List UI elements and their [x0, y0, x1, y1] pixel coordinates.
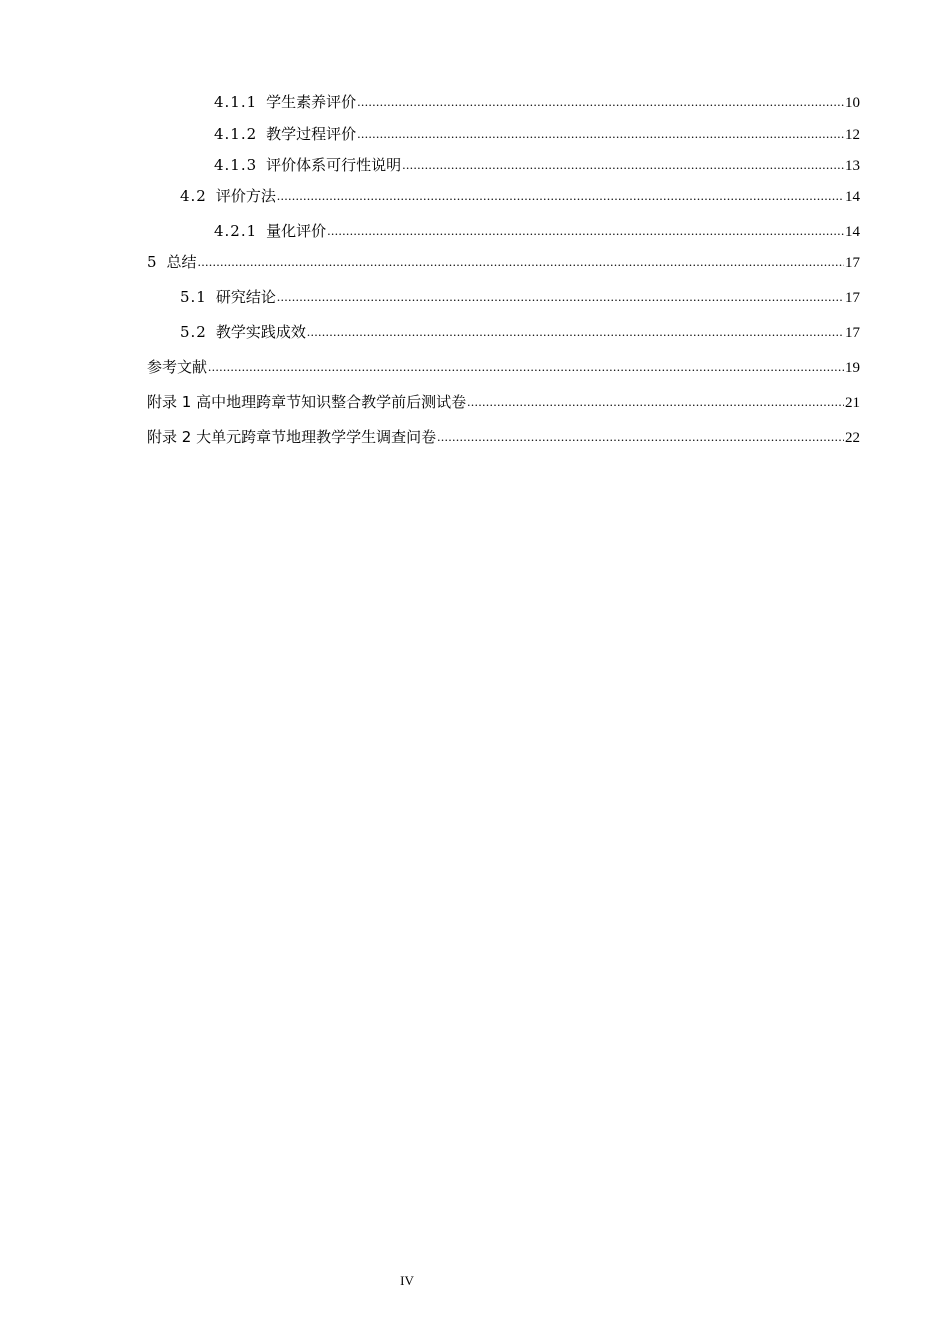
- toc-entry-number: 4.1.2: [214, 125, 258, 143]
- toc-entry-page: 14: [845, 224, 860, 240]
- toc-entry-4-1-2[interactable]: [214, 124, 860, 145]
- toc-dot-leader: [307, 321, 844, 341]
- toc-entry-page: 22: [845, 430, 860, 446]
- toc-dot-leader: [277, 185, 844, 205]
- toc-entry-appendix-2[interactable]: [147, 427, 860, 448]
- page-number-label: IV: [400, 1273, 414, 1288]
- toc-entry-page: 17: [845, 255, 860, 271]
- toc-entry-5-2[interactable]: [180, 322, 860, 343]
- toc-dot-leader: [198, 251, 844, 271]
- toc-dot-leader: [402, 154, 844, 174]
- toc-entry-page: 14: [845, 189, 860, 205]
- toc-entry-4-1-3[interactable]: [214, 155, 860, 176]
- toc-entry-4-1-1[interactable]: [214, 92, 860, 113]
- toc-entry-4-2-1[interactable]: [214, 221, 860, 242]
- toc-entry-title: 研究结论: [215, 288, 276, 306]
- toc-entry-5[interactable]: [147, 252, 860, 273]
- toc-entry-number: 4.1.1: [214, 93, 258, 111]
- toc-entry-number: 5.2: [180, 323, 207, 341]
- toc-entry-number: 4.2: [180, 187, 207, 205]
- toc-dot-leader: [357, 91, 844, 111]
- toc-dot-leader: [327, 220, 844, 240]
- toc-dot-leader: [467, 391, 844, 411]
- toc-entry-4-2[interactable]: [180, 186, 860, 207]
- toc-entry-number: 5.1: [180, 288, 207, 306]
- toc-entry-number: 5: [147, 253, 158, 271]
- toc-entry-title: 教学实践成效: [215, 323, 306, 341]
- toc-entry-title: 附录 2 大单元跨章节地理教学学生调查问卷: [147, 428, 437, 446]
- toc-entry-title: 学生素养评价: [266, 93, 357, 111]
- toc-entry-title: 教学过程评价: [266, 125, 357, 143]
- page-footer: [0, 1273, 950, 1289]
- toc-entry-title: 评价体系可行性说明: [266, 156, 402, 174]
- toc-entry-number: 4.2.1: [214, 222, 258, 240]
- toc-entry-page: 19: [845, 360, 860, 376]
- toc-dot-leader: [208, 356, 844, 376]
- toc-entry-page: 10: [845, 95, 860, 111]
- toc-entry-title: 量化评价: [266, 222, 327, 240]
- toc-entry-page: 17: [845, 325, 860, 341]
- toc-entry-title: 评价方法: [215, 187, 276, 205]
- toc-entry-title: 附录 1 高中地理跨章节知识整合教学前后测试卷: [147, 393, 467, 411]
- toc-dot-leader: [357, 123, 844, 143]
- toc-entry-page: 13: [845, 158, 860, 174]
- toc-entry-number: 4.1.3: [214, 156, 258, 174]
- toc-dot-leader: [437, 426, 844, 446]
- toc-entry-references[interactable]: [147, 357, 860, 378]
- toc-entry-title: 参考文献: [147, 358, 208, 376]
- toc-entry-5-1[interactable]: [180, 287, 860, 308]
- toc-entry-page: 12: [845, 127, 860, 143]
- toc-entry-page: 17: [845, 290, 860, 306]
- toc-dot-leader: [277, 286, 844, 306]
- toc-entry-title: 总结: [166, 253, 197, 271]
- toc-entry-appendix-1[interactable]: [147, 392, 860, 413]
- toc-entry-page: 21: [845, 395, 860, 411]
